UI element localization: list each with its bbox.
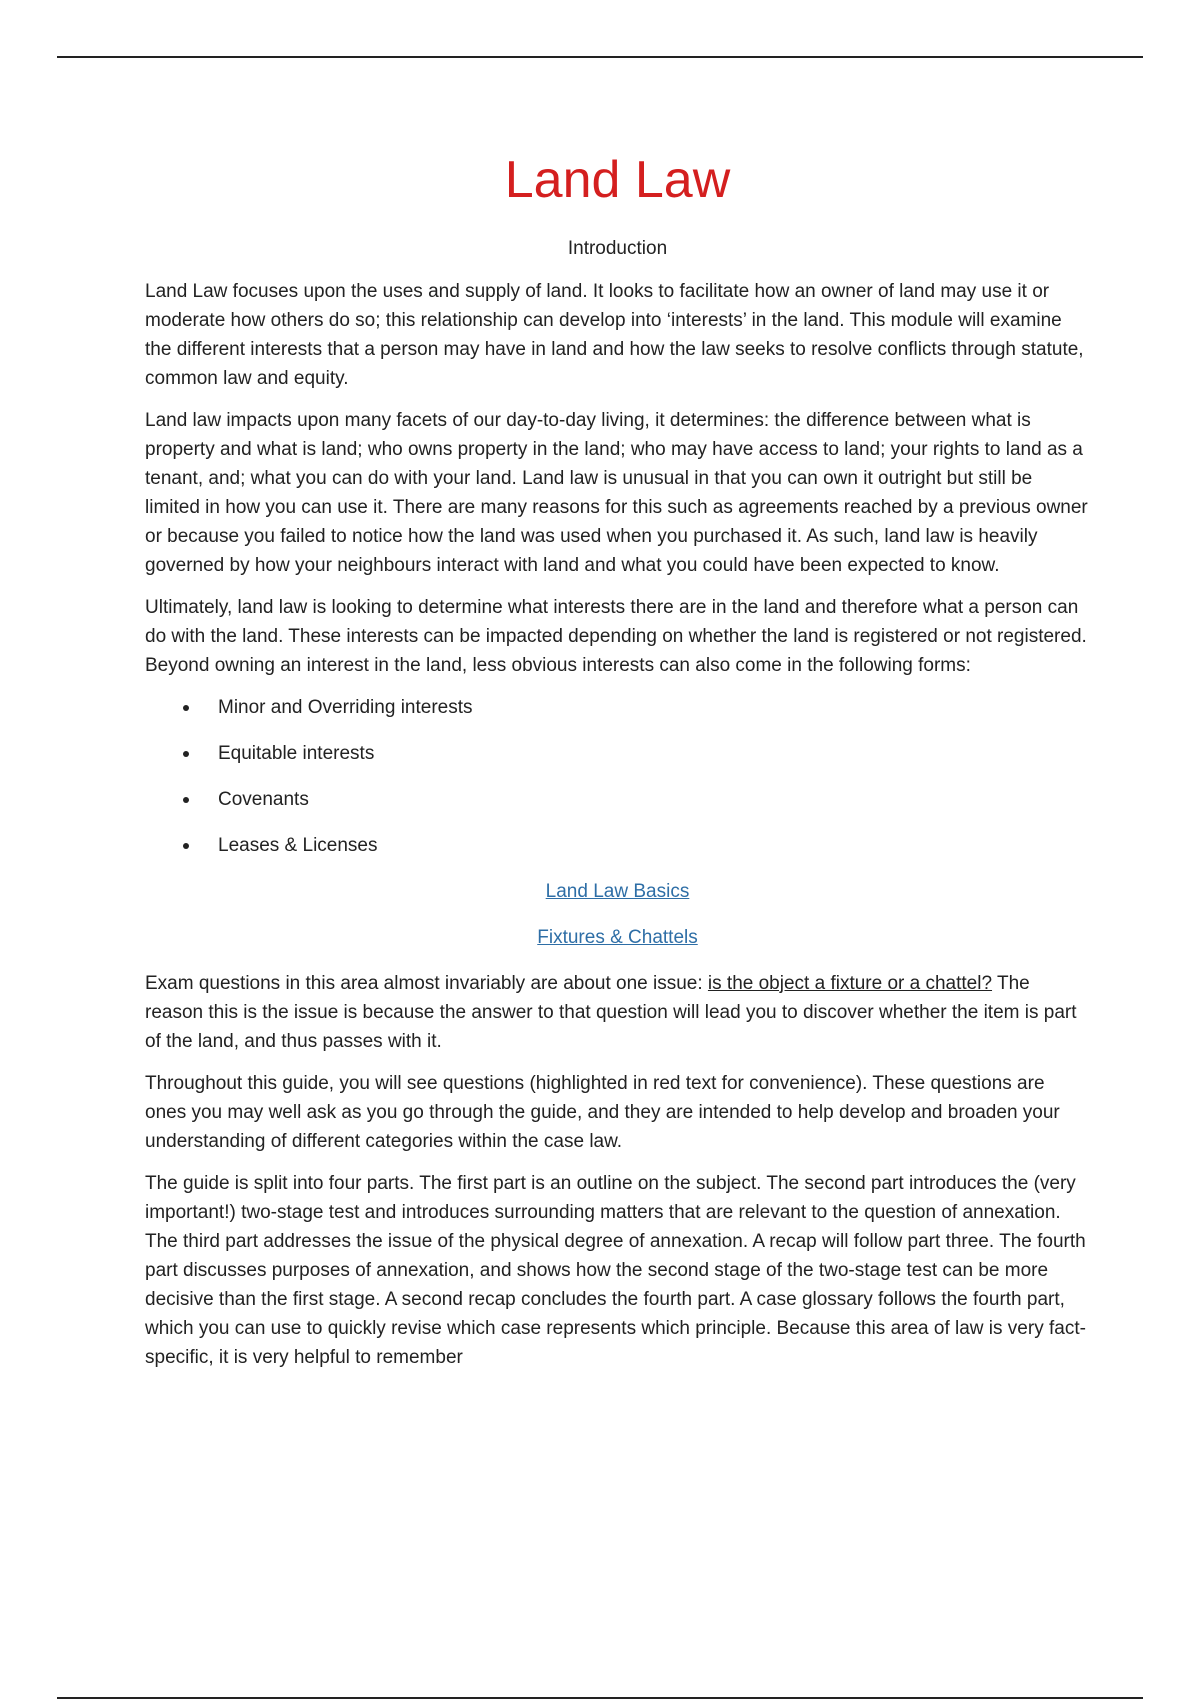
document-title: Land Law [504, 151, 731, 209]
list-item [183, 831, 1090, 860]
list-item [183, 693, 1090, 722]
intro-paragraph-3: Ultimately, land law is looking to determine what interests there are in the land and therefore what a person can do with the land. These interests can be impacted depending on whether the land is registered or not registered. Beyond owning an interest in the land, less obvious interests can also come in the following forms: [145, 597, 1087, 676]
list-item-text: Minor and Overriding interests [218, 697, 473, 718]
document-page [145, 145, 1090, 1385]
bullet-icon [183, 843, 189, 849]
list-item-text: Covenants [218, 789, 309, 810]
list-item [183, 739, 1090, 768]
bullet-icon [183, 751, 189, 757]
bottom-rule [57, 1697, 1143, 1699]
top-rule [57, 56, 1143, 58]
section-heading-introduction: Introduction [567, 238, 668, 259]
guide-paragraph-1: Throughout this guide, you will see questions (highlighted in red text for convenience). These questions are ones you may well ask as you go through the guide, and they are intended to help develop and broaden your understanding of different categories within the case law. [145, 1073, 1060, 1152]
bullet-icon [183, 705, 189, 711]
intro-paragraph-1: Land Law focuses upon the uses and supply of land. It looks to facilitate how an owner of land may use it or moderate how others do so; this relationship can develop into ‘interests’ in the land. This module will examine the different interests that a person may have in land and how the law seeks to resolve conflicts through statute, common law and equity. [145, 281, 1084, 389]
exam-paragraph [145, 969, 1090, 1056]
list-item [183, 785, 1090, 814]
bullet-icon [183, 797, 189, 803]
land-law-basics-link[interactable]: Land Law Basics [545, 881, 690, 902]
fixtures-chattels-link[interactable]: Fixtures & Chattels [537, 927, 698, 948]
exam-paragraph-start: Exam questions in this area almost invariably are about one issue: [145, 973, 708, 994]
list-item-text: Equitable interests [218, 743, 375, 764]
intro-paragraph-2: Land law impacts upon many facets of our day-to-day living, it determines: the difference between what is property and what is land; who owns property in the land; who may have access to land; your rights to land as a tenant, and; what you can do with your land. Land law is unusual in that you can own it outright but still be limited in how you can use it. There are many reasons for this such as agreements reached by a previous owner or because you failed to notice how the land was used when you purchased it. As such, land law is heavily governed by how your neighbours interact with land and what you could have been expected to know. [145, 410, 1088, 576]
exam-key-question: is the object a fixture or a chattel? [707, 973, 993, 994]
interest-forms-list [145, 693, 1090, 860]
list-item-text: Leases & Licenses [218, 835, 378, 856]
exam-paragraph-end: The reason this is the issue is because the answer to that question will lead you to discover whether the item is part of the land, and thus passes with it. [145, 973, 1077, 1052]
guide-paragraph-2: The guide is split into four parts. The first part is an outline on the subject. The second part introduces the (very important!) two-stage test and introduces surrounding matters that are relevant to the question of annexation. The third part addresses the issue of the physical degree of annexation. A recap will follow part three. The fourth part discusses purposes of annexation, and shows how the second stage of the two-stage test can be more decisive than the first stage. A second recap concludes the fourth part. A case glossary follows the fourth part, which you can use to quickly revise which case represents which principle. Because this area of law is very fact-specific, it is very helpful to remember [145, 1173, 1086, 1368]
link-row-fixtures [145, 923, 1090, 952]
link-row-basics [145, 877, 1090, 906]
